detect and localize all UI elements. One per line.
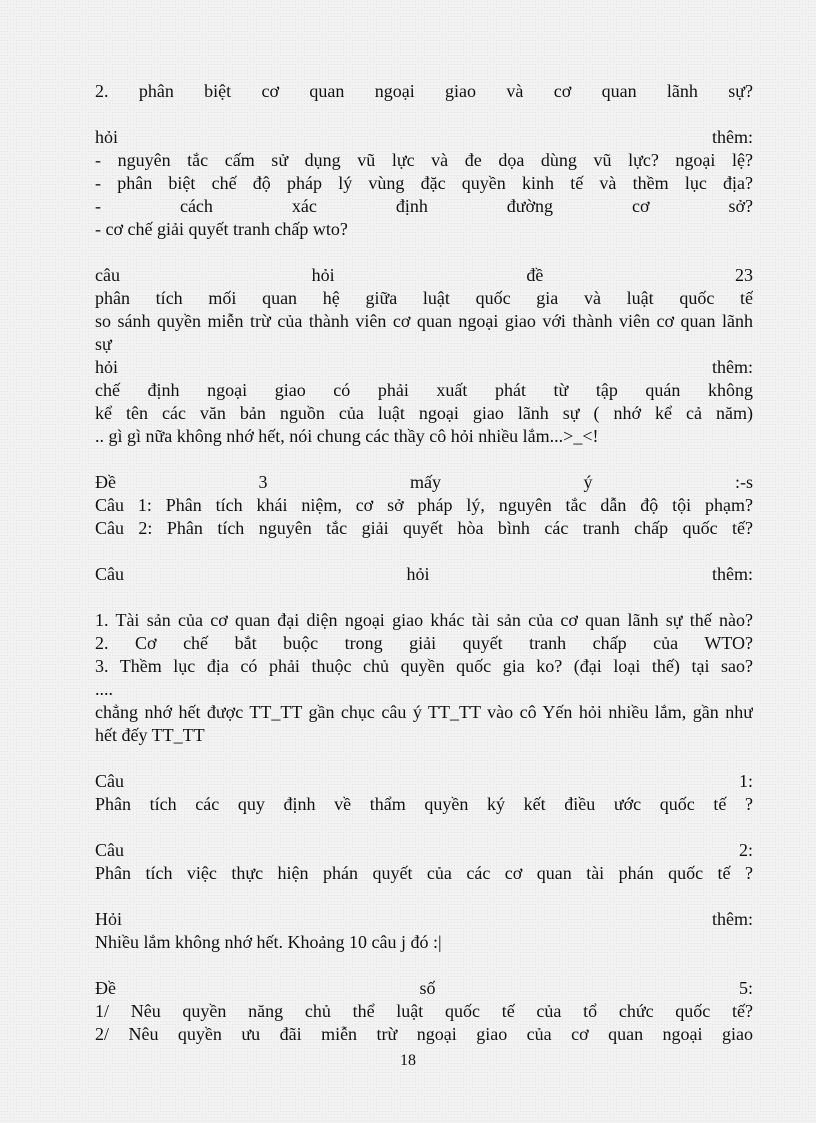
text-line: .... (95, 679, 113, 699)
text-line: 3. Thềm lục địa có phải thuộc chủ quyền quốc gia ko? (đại loại thế) tại sao? (95, 656, 753, 676)
text-line: Đề 3 mấy ý :-s (95, 472, 753, 492)
text-line: - cách xác định đường cơ sở? (95, 196, 753, 216)
text-line: - phân biệt chế độ pháp lý vùng đặc quyền kinh tế và thềm lục địa? (95, 173, 753, 193)
text-line: chế định ngoại giao có phải xuất phát từ tập quán không (95, 380, 753, 400)
text-line: Câu hỏi thêm: (95, 564, 753, 584)
text-line: so sánh quyền miễn trừ của thành viên cơ quan ngoại giao với thành viên cơ quan lãnh (95, 311, 753, 331)
document-body (95, 80, 753, 1046)
text-line: Câu 1: (95, 771, 753, 791)
text-line: hỏi thêm: (95, 127, 753, 147)
text-line: Câu 1: Phân tích khái niệm, cơ sở pháp lý, nguyên tắc dẫn độ tội phạm? (95, 495, 753, 515)
text-line: chẳng nhớ hết được TT_TT gần chục câu ý TT_TT vào cô Yến hỏi nhiều lắm, gần như (95, 702, 753, 722)
text-line: Đề số 5: (95, 978, 753, 998)
text-line: Phân tích việc thực hiện phán quyết của các cơ quan tài phán quốc tế ? (95, 863, 753, 883)
text-line: 1. Tài sản của cơ quan đại diện ngoại giao khác tài sản của cơ quan lãnh sự thế nào? (95, 610, 753, 630)
text-line: Nhiều lắm không nhớ hết. Khoảng 10 câu j đó :| (95, 932, 442, 952)
text-line: 1/ Nêu quyền năng chủ thể luật quốc tế của tổ chức quốc tế? (95, 1001, 753, 1021)
text-line: 2. phân biệt cơ quan ngoại giao và cơ quan lãnh sự? (95, 81, 753, 101)
text-line: kể tên các văn bản nguồn của luật ngoại giao lãnh sự ( nhớ kể cả năm) (95, 403, 753, 423)
text-line: sự (95, 334, 112, 354)
text-line: Câu 2: Phân tích nguyên tắc giải quyết hòa bình các tranh chấp quốc tế? (95, 518, 753, 538)
text-line: - nguyên tắc cấm sử dụng vũ lực và đe dọa dùng vũ lực? ngoại lệ? (95, 150, 753, 170)
text-line: .. gì gì nữa không nhớ hết, nói chung các thầy cô hỏi nhiều lắm...>_<! (95, 426, 599, 446)
text-line: - cơ chế giải quyết tranh chấp wto? (95, 219, 348, 239)
text-line: Phân tích các quy định về thẩm quyền ký kết điều ước quốc tế ? (95, 794, 753, 814)
text-line: hết đếy TT_TT (95, 725, 205, 745)
text-line: Hỏi thêm: (95, 909, 753, 929)
text-line: Câu 2: (95, 840, 753, 860)
text-line: hỏi thêm: (95, 357, 753, 377)
text-line: 2. Cơ chế bắt buộc trong giải quyết tranh chấp của WTO? (95, 633, 753, 653)
page-number: 18 (400, 1052, 416, 1069)
text-line: câu hỏi đề 23 (95, 265, 753, 285)
text-line: phân tích mối quan hệ giữa luật quốc gia và luật quốc tế (95, 288, 753, 308)
text-line: 2/ Nêu quyền ưu đãi miễn trừ ngoại giao của cơ quan ngoại giao (95, 1024, 753, 1044)
